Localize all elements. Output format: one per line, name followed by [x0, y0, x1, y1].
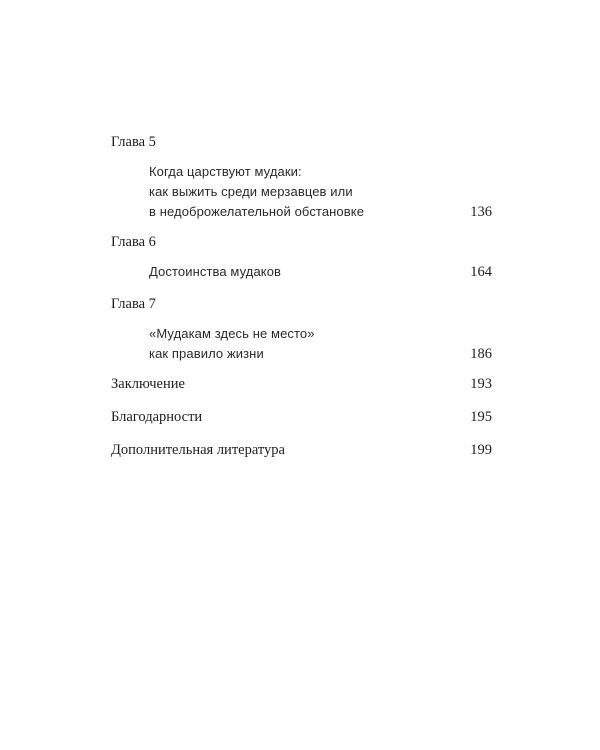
further-reading-page-number: 199: [470, 442, 492, 458]
chapter7-label: Глава 7: [111, 296, 156, 312]
chapter5-title-line-3: в недоброжелательной обстановке: [149, 204, 365, 219]
chapter5-title-line-2: как выжить среди мерзавцев или: [149, 184, 353, 199]
chapter7-page-number: 186: [470, 346, 492, 362]
conclusion-page-number: 193: [470, 376, 492, 392]
chapter6-label: Глава 6: [111, 234, 156, 250]
chapter6-page-number: 164: [470, 264, 492, 280]
conclusion-label: Заключение: [111, 376, 185, 392]
chapter7-title-line-1: «Мудакам здесь не место»: [149, 326, 315, 341]
acknowledgements-label: Благодарности: [111, 409, 203, 425]
chapter5-label: Глава 5: [111, 134, 156, 150]
further-reading-label: Дополнительная литература: [111, 442, 285, 458]
chapter6-title-line-1: Достоинства мудаков: [149, 264, 282, 279]
acknowledgements-page-number: 195: [470, 409, 492, 425]
chapter5-page-number: 136: [470, 204, 492, 220]
chapter7-title-line-2: как правило жизни: [149, 346, 264, 361]
chapter5-title-line-1: Когда царствуют мудаки:: [149, 164, 302, 179]
